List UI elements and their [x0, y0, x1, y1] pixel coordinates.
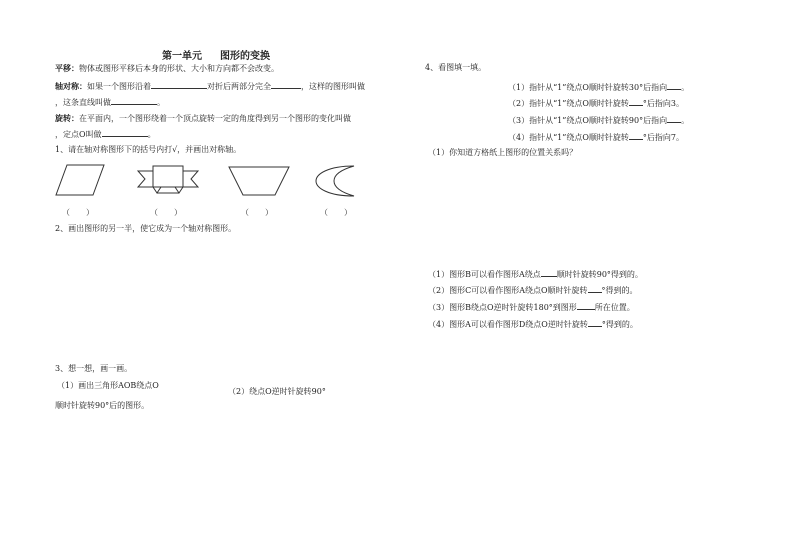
def-translate: 平移：物体或图形平移后本身的形状、大小和方向都不会改变。 [55, 63, 279, 73]
answer-paren-2[interactable]: （ ） [150, 208, 182, 217]
term-axis: 轴对称 [55, 81, 79, 91]
blank-fold-line[interactable] [151, 80, 207, 89]
q5-text: （1）你知道方格纸上图形的位置关系吗？ [428, 148, 578, 157]
blank-rotate-center[interactable] [102, 128, 148, 137]
q4-text: 4、看图填一填。 [425, 63, 487, 72]
blank-q4-1[interactable] [667, 81, 681, 90]
blank-axis-name[interactable] [111, 96, 157, 105]
answer-paren-3[interactable]: （ ） [241, 208, 273, 217]
blank-q4-4[interactable] [629, 131, 643, 140]
blank-q5-4[interactable] [588, 318, 602, 327]
def-axis-line2: ，这条直线叫做 。 [55, 98, 165, 107]
q3-sub1-line2: 顺时针旋转90°后的图形。 [55, 401, 150, 410]
q5-item-1: （1）图形B可以看作图形A绕点 顺时针旋转90°得到的。 [428, 270, 643, 279]
ribbon-banner-shape [137, 165, 199, 195]
q4-item-2: （2）指针从“1”绕点O顺时针旋转 °后指向3。 [508, 99, 685, 108]
q3-sub1-line1: （1）画出三角形AOB绕点O [57, 381, 159, 390]
def-axis-line1: 轴对称：如果一个图形沿着 对折后两部分完全 ，这样的图形叫做 [55, 81, 365, 91]
q1-text: 1、请在轴对称图形下的括号内打√，并画出对称轴。 [55, 145, 242, 154]
def-translate-text: 物体或图形平移后本身的形状、大小和方向都不会改变。 [79, 64, 279, 73]
blank-overlap[interactable] [271, 80, 301, 89]
q5-item-4: （4）图形A可以看作图形D绕点O逆时针旋转 °得到的。 [428, 320, 638, 329]
answer-paren-4[interactable]: （ ） [320, 208, 352, 217]
q3-sub2: （2）绕点O逆时针旋转90° [228, 387, 326, 396]
answer-paren-1[interactable]: （ ） [62, 208, 94, 217]
q3-text: 3、想一想，画一画。 [55, 364, 133, 373]
q2-text: 2、画出图形的另一半，使它成为一个轴对称图形。 [55, 224, 237, 233]
blank-q5-1[interactable] [541, 268, 557, 277]
blank-q4-2[interactable] [629, 97, 643, 106]
q5-item-2: （2）图形C可以看作图形A绕点O顺时针旋转 °得到的。 [428, 286, 638, 295]
parallelogram-shape [55, 164, 105, 196]
trapezoid-shape [228, 166, 290, 196]
topic-label: 图形的变换 [220, 51, 270, 62]
blank-q5-3[interactable] [577, 301, 595, 310]
unit-label: 第一单元 [162, 51, 202, 62]
page-title [162, 47, 270, 62]
q5-item-3: （3）图形B绕点O逆时针旋转180°到图形 所在位置。 [428, 303, 635, 312]
q4-item-1: （1）指针从“1”绕点O顺时针旋转30°后指向 。 [508, 83, 690, 92]
def-rotate-line2: ，定点O叫做 。 [55, 130, 156, 139]
def-rotate-line1: 旋转：在平面内，一个图形绕着一个顶点旋转一定的角度得到另一个图形的变化叫做 [55, 113, 351, 123]
crescent-moon-shape [314, 164, 356, 198]
term-translate: 平移 [55, 63, 71, 73]
blank-q5-2[interactable] [588, 284, 602, 293]
term-rotate: 旋转 [55, 113, 71, 123]
blank-q4-3[interactable] [667, 114, 681, 123]
q4-item-4: （4）指针从“1”绕点O顺时针旋转 °后指向7。 [508, 133, 685, 142]
q4-item-3: （3）指针从“1”绕点O顺时针旋转90°后指向 。 [508, 116, 690, 125]
